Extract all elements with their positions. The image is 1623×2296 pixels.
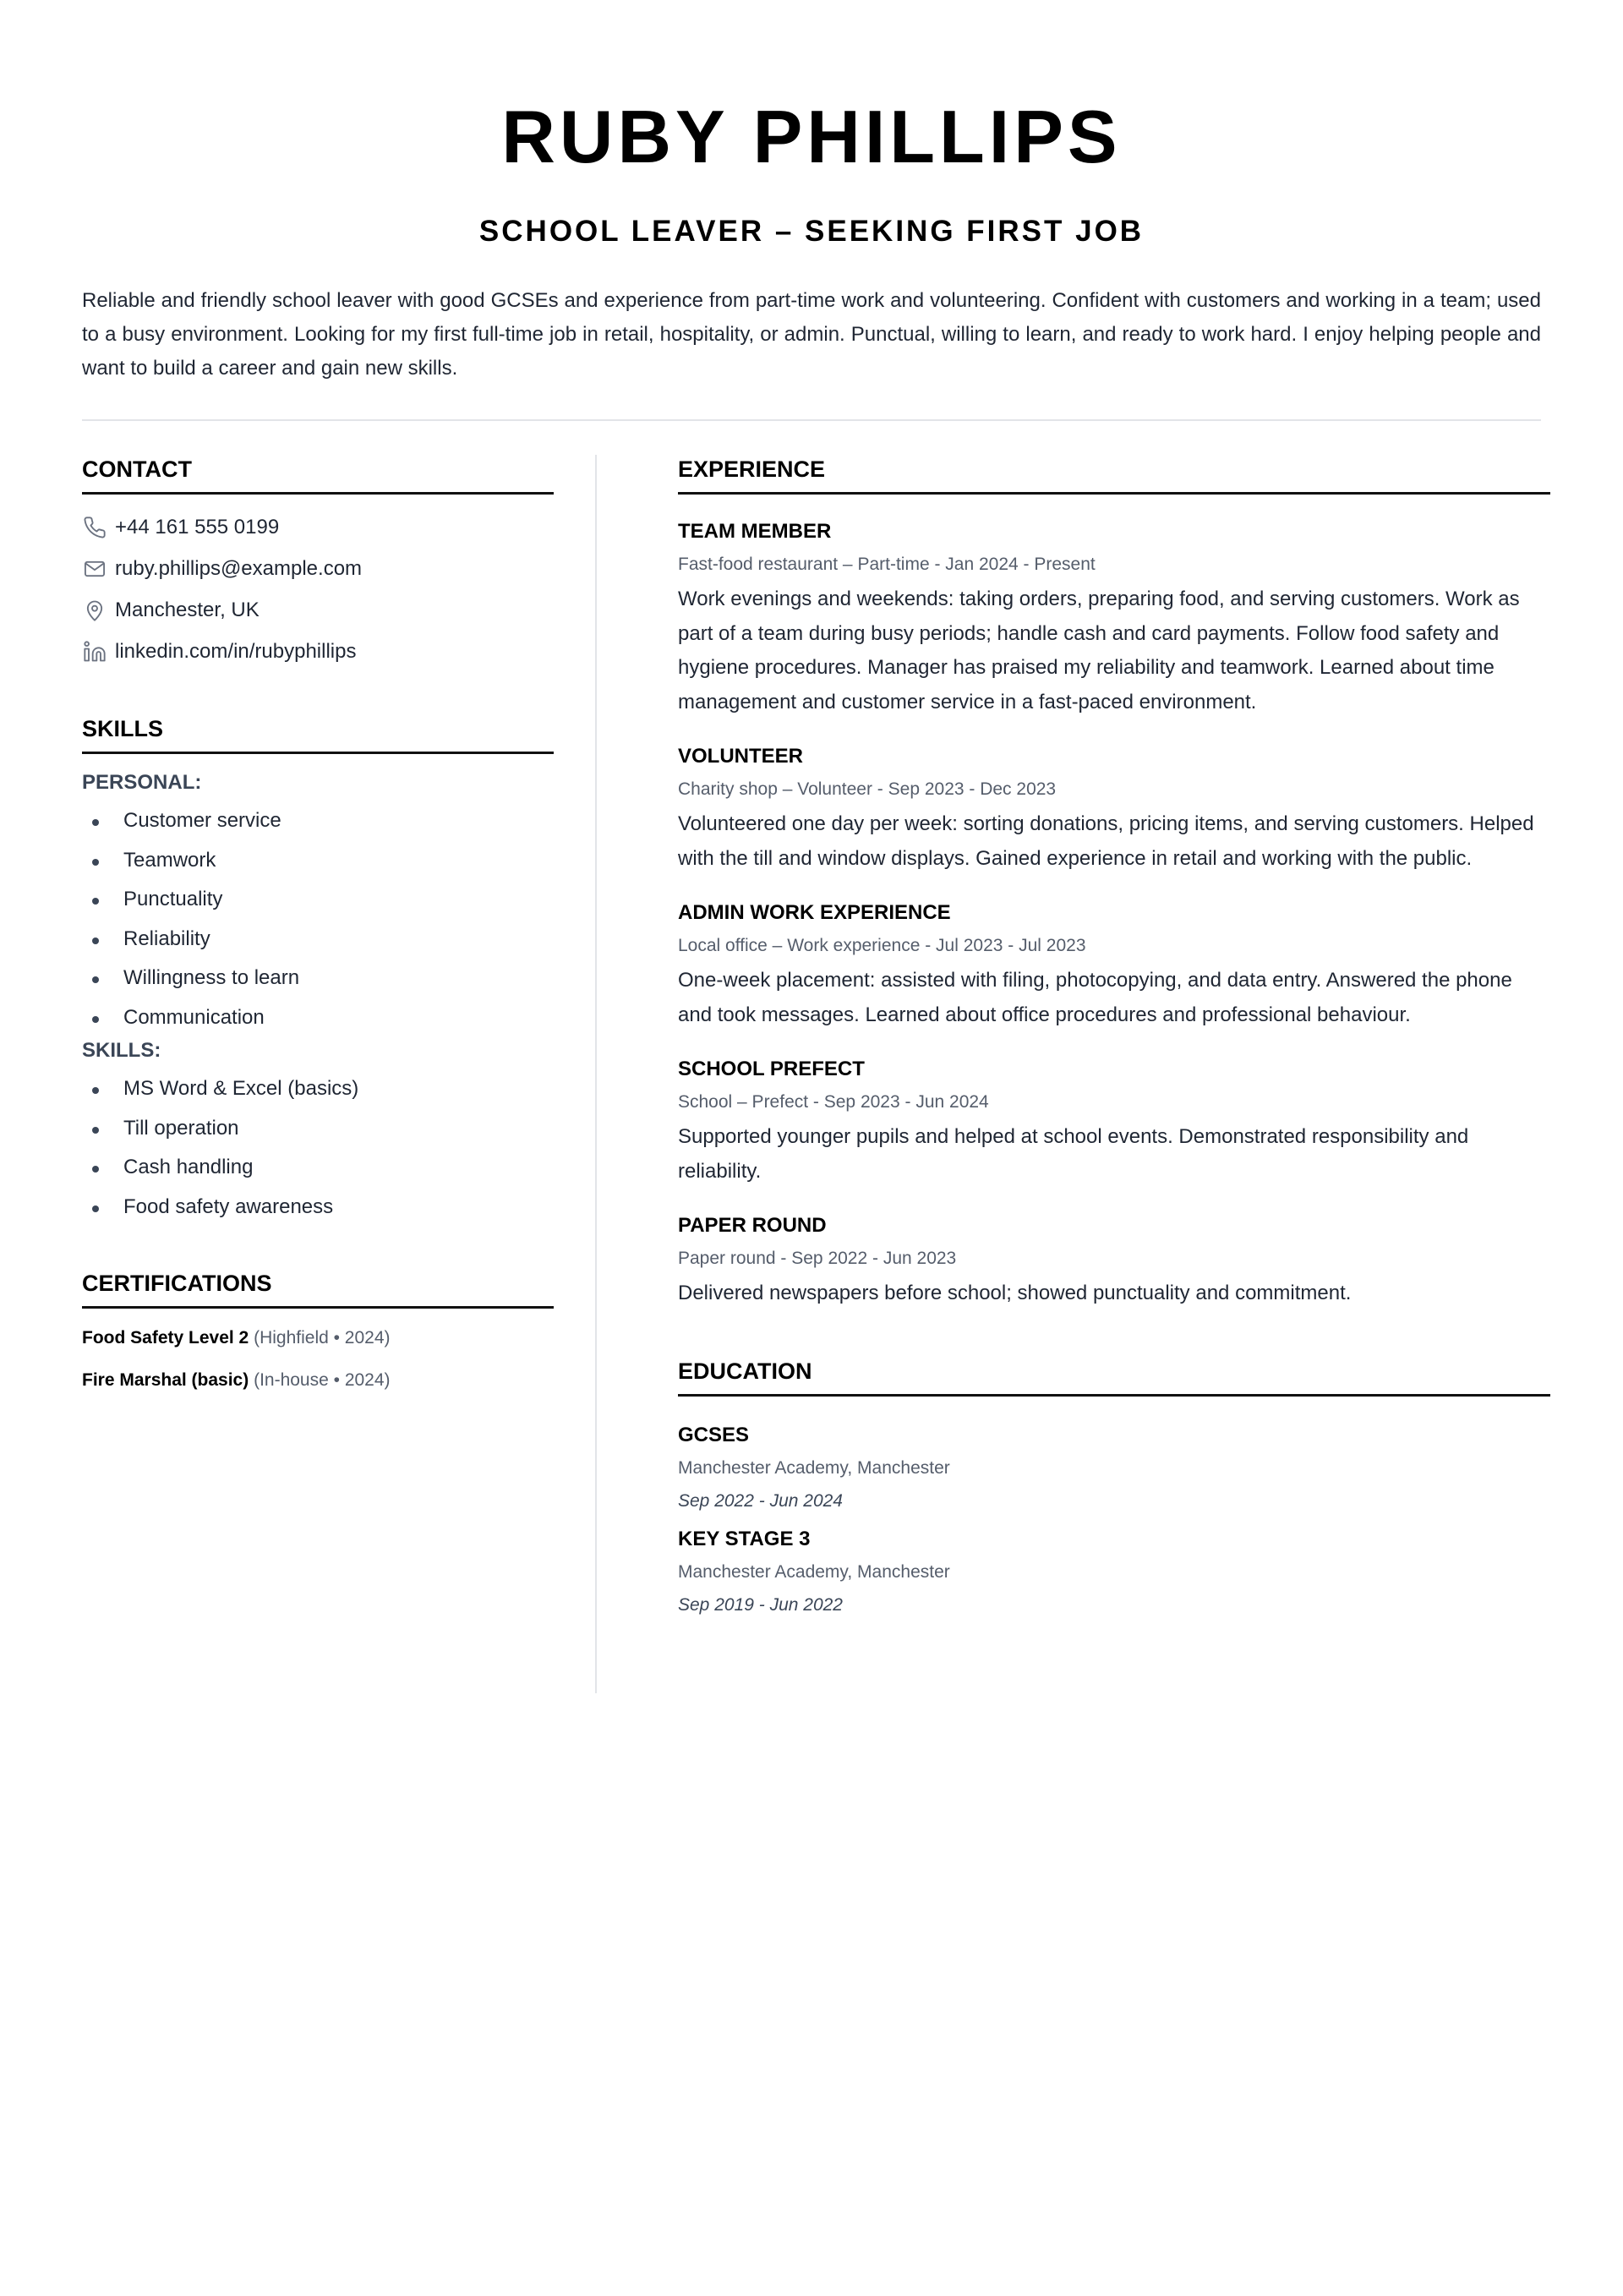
personal-skills-label: PERSONAL: (82, 771, 202, 794)
job-meta: Fast-food restaurant – Part-time - Jan 2024 - Present (678, 555, 1096, 574)
technical-skills-list (82, 1069, 554, 1227)
experience-title: EXPERIENCE (678, 455, 1550, 495)
education-dates: Sep 2022 - Jun 2024 (678, 1490, 843, 1511)
list-item: Cash handling (123, 1148, 554, 1188)
education-title: EDUCATION (678, 1357, 1550, 1397)
technical-skills-label: SKILLS: (82, 1039, 161, 1062)
certification-name: Fire Marshal (basic) (82, 1370, 249, 1390)
contact-phone-text[interactable]: +44 161 555 0199 (115, 515, 280, 538)
job-entry (678, 1212, 1550, 1311)
job-entry (678, 518, 1550, 719)
contact-email (82, 548, 554, 589)
job-entry (678, 899, 1550, 1032)
list-item: Customer service (123, 801, 554, 841)
certification-meta: (In-house • 2024) (254, 1370, 391, 1390)
job-meta: Paper round - Sep 2022 - Jun 2023 (678, 1249, 957, 1268)
summary: Reliable and friendly school leaver with good GCSEs and experience from part-time work and volunteering. Confident with customers and working in a team; used to a busy environment. Looking for my first full-time job in retail, hospitality, or admin. Punctual, willing to learn, and ready to work hard. I enjoy helping people and want to build a career and gain new skills. (82, 289, 1541, 380)
job-description: Supported younger pupils and helped at school events. Demonstrated responsibility and reliability. (678, 1125, 1469, 1183)
list-item: MS Word & Excel (basics) (123, 1069, 554, 1109)
resume-columns (82, 455, 1541, 1693)
job-title: SCHOOL PREFECT (678, 1058, 865, 1080)
education-title-text: KEY STAGE 3 (678, 1527, 811, 1550)
job-entry (678, 743, 1550, 876)
header-divider (82, 419, 1541, 421)
list-item: Punctuality (123, 880, 554, 920)
job-title: VOLUNTEER (678, 745, 804, 768)
list-item: Food safety awareness (123, 1188, 554, 1227)
column-divider (595, 455, 597, 1693)
certifications-section (82, 1269, 554, 1393)
education-dates: Sep 2019 - Jun 2022 (678, 1594, 843, 1615)
phone-icon (82, 515, 107, 540)
skills-title: SKILLS (82, 714, 554, 754)
location-icon (82, 598, 107, 623)
education-entry (678, 1526, 1550, 1618)
job-meta: School – Prefect - Sep 2023 - Jun 2024 (678, 1092, 989, 1112)
certification-item (82, 1326, 554, 1351)
list-item: Teamwork (123, 841, 554, 881)
contact-linkedin (82, 631, 554, 672)
certification-meta: (Highfield • 2024) (254, 1328, 391, 1348)
education-school: Manchester Academy, Manchester (678, 1457, 950, 1478)
left-column (82, 455, 554, 1693)
education-section (678, 1357, 1550, 1618)
job-description: Work evenings and weekends: taking orders, preparing food, and serving customers. Work as part of a team during busy periods; handle cash and card payments. Follow food safety and hygiene procedures. Manager has praised my reliability and teamwork. Learned about time management and customer service in a fast-paced environment. (678, 588, 1520, 713)
list-item: Willingness to learn (123, 959, 554, 998)
list-item: Till operation (123, 1109, 554, 1149)
certification-name: Food Safety Level 2 (82, 1328, 249, 1348)
education-school: Manchester Academy, Manchester (678, 1561, 950, 1582)
contact-list (82, 506, 554, 672)
job-description: Volunteered one day per week: sorting donations, pricing items, and serving customers. Helped with the till and window displays. Gained experience in retail and working with the public. (678, 812, 1534, 870)
right-column (678, 455, 1550, 1693)
job-entry (678, 1056, 1550, 1189)
mail-icon (82, 556, 107, 582)
job-meta: Charity shop – Volunteer - Sep 2023 - Dec 2023 (678, 779, 1057, 799)
skills-section (82, 714, 554, 1227)
candidate-role: SCHOOL LEAVER – SEEKING FIRST JOB (478, 215, 1145, 248)
personal-skills-list (82, 801, 554, 1037)
linkedin-icon (82, 639, 107, 664)
education-entry (678, 1422, 1550, 1514)
contact-linkedin-text[interactable]: linkedin.com/in/rubyphillips (115, 639, 357, 663)
contact-email-text[interactable]: ruby.phillips@example.com (115, 556, 363, 580)
candidate-name: RUBY PHILLIPS (501, 95, 1122, 178)
job-description: Delivered newspapers before school; showed punctuality and commitment. (678, 1282, 1352, 1304)
contact-location (82, 589, 554, 631)
job-description: One-week placement: assisted with filing, photocopying, and data entry. Answered the phone and took messages. Learned about office procedures and professional behaviour. (678, 969, 1512, 1026)
list-item: Communication (123, 998, 554, 1038)
job-title: ADMIN WORK EXPERIENCE (678, 901, 951, 924)
certification-item (82, 1368, 554, 1393)
job-title: PAPER ROUND (678, 1214, 827, 1237)
job-meta: Local office – Work experience - Jul 2023 - Jul 2023 (678, 936, 1086, 955)
contact-location-text: Manchester, UK (115, 598, 260, 621)
education-title-text: GCSES (678, 1423, 750, 1446)
experience-section (678, 455, 1550, 1311)
contact-title: CONTACT (82, 455, 554, 495)
job-title: TEAM MEMBER (678, 520, 832, 543)
list-item: Reliability (123, 920, 554, 959)
contact-section (82, 455, 554, 672)
contact-phone (82, 506, 554, 548)
certifications-title: CERTIFICATIONS (82, 1269, 554, 1309)
